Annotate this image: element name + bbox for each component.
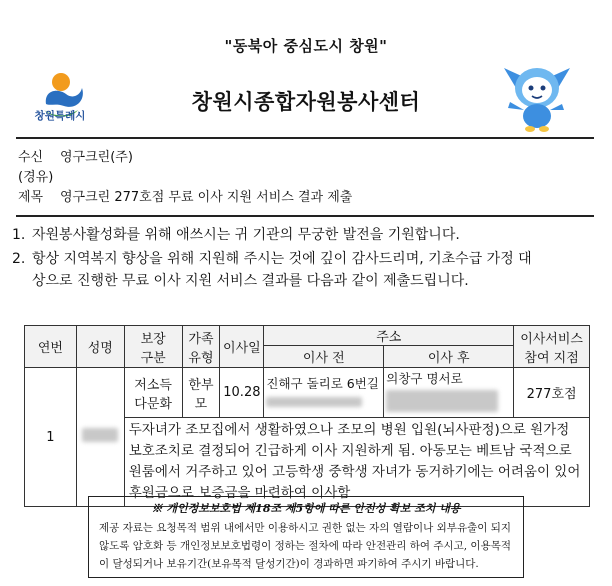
header-divider [16,137,594,139]
header-no: 연번 [25,326,77,368]
row-no: 1 [25,368,77,507]
header-after: 이사 후 [384,346,514,368]
privacy-notice-line3: 이 달성되거나 보유기간(보유목적 달성기간)이 경과하면 파기하여 주시기 바랍니다. [99,558,479,570]
paragraph-2-line1: 항상 지역복지 향상을 위해 지원해 주시는 것에 깊이 감사드리며, 기초수급 가정 대 [32,251,532,267]
privacy-notice [88,496,524,578]
subject-row [18,188,352,208]
header-date: 이사일 [220,326,264,368]
org-title: 창원시종합자원봉사센터 [191,90,421,114]
subject-label: 제목 [18,190,44,205]
privacy-notice-line2: 않도록 암호화 등 개인정보보호법령이 정하는 절차에 따라 안전관리 하여 주시고, 이용목적 [99,540,512,552]
row-type: 저소득 다문화 [124,368,182,418]
header-before: 이사 전 [264,346,384,368]
row-name-redacted [76,368,124,507]
row-description: 두자녀가 조모집에서 생활하였으나 조모의 병원 입원(뇌사판정)으로 원가정 보호조치로 결정되어 긴급하게 이사 지원하게 됨. 아동모는 베트남 국적으로 원룸에서 거주하고 있어 고등학생 중학생 자녀가 동거하기에는 어려움이 있어 후원금으로 보증금을 마련하여 이사함 [124,418,589,507]
paragraph-1 [12,224,602,246]
header-address: 주소 [264,326,514,346]
via-row [18,168,60,188]
privacy-notice-title: ※ 개인정보보호법 제18조 제5항에 따른 안전성 확보 조치 내용 [151,502,461,515]
paragraph-1-number: 1. [12,227,26,243]
recipient-row [18,148,133,168]
paragraph-1-text: 자원봉사활성화를 위해 애쓰시는 귀 기관의 무궁한 발전을 기원합니다. [32,227,460,243]
logo-label: 창원특례시 [34,110,86,122]
slogan: "동북아 중심도시 창원" [224,37,388,55]
row-branch: 277호점 [514,368,590,418]
recipient-label: 수신 [18,150,44,165]
paragraph-2 [12,248,602,292]
header-type: 보장 구분 [124,326,182,368]
row-date: 10.28 [220,368,264,418]
table-row [25,368,590,418]
header-branch: 이사서비스 참여 지점 [514,326,590,368]
paragraph-2-line2: 상으로 진행한 무료 이사 지원 서비스 결과를 다음과 같이 제출드립니다. [32,273,469,289]
subject-value: 영구크린 277호점 무료 이사 지원 서비스 결과 제출 [60,190,353,205]
meta-divider [16,215,594,217]
row-family: 한부 모 [182,368,220,418]
privacy-notice-line1: 제공 자료는 요청목적 범위 내에서만 이용하시고 권한 없는 자의 열람이나 외부유출이 되지 [99,522,512,534]
move-result-table [24,325,590,507]
mascot-icon [496,58,578,134]
header-family: 가족 유형 [182,326,220,368]
row-before: 진해구 돌리로 6번길 [264,368,384,418]
row-after: 의창구 명서로 [384,368,514,418]
via-label: (경유) [18,170,54,185]
header-name: 성명 [76,326,124,368]
recipient-value: 영구크린(주) [60,150,133,165]
paragraph-2-number: 2. [12,251,26,267]
